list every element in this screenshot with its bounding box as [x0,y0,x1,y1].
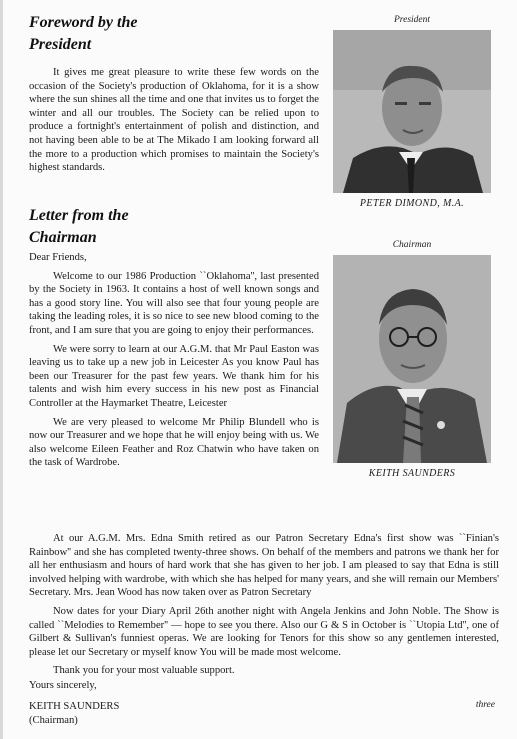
foreword-paragraph: It gives me great pleasure to write these few words on the occasion of the Society's production of Oklahoma, for it is a show where the sun shines all the time and one that invites us to forget the winter and all our troubles. The Society can be relied upon to produce a fortnight's entertainment of polish and distinction, and not having been able to be at The Mikado I am looking forward all the more to a production which promises to maintain the Society's highest standards. [29,67,319,174]
letter-paragraph-5: Now dates for your Diary April 26th another night with Angela Jenkins and John Noble. The Show is called ``Melodies to Remember'' — hope to see you there. Also our G & S in October is ``Utopia Ltd'', one of Gilbert & Sullivan's funniest operas. We are looking for Tenors for this show so any gentlemen interested, please let our Secretary or myself know You will be made most welcome. [29,605,499,658]
signature-name: KEITH SAUNDERS [29,701,120,712]
letter-paragraph-4: At our A.G.M. Mrs. Edna Smith retired as our Patron Secretary Edna's first show was ``Finian's Rainbow'' and she has completed twenty-three shows. On behalf of the members and patrons we thank her for all her enthusiasm and hours of hard work that she has given to her job. I am pleased to say that Edna is still involved helping with wardrobe, with which she has helped for many years, and she will remain our Members' Secretary. Mrs. Jean Wood has now taken over as Patron Secretary [29,533,499,599]
signature-title: (Chairman) [29,715,78,726]
letter-body-narrow [29,251,319,470]
chairman-photo [333,255,491,463]
letter-salutation: Dear Friends, [29,252,87,263]
foreword-heading-line1: Foreword by the [29,14,138,31]
page-number: three [475,700,495,710]
letter-heading-line1: Letter from the [29,207,129,224]
letter-paragraph-1: Welcome to our 1986 Production ``Oklahoma'', last presented by the Society in 1963. It contains a host of well known songs and has a good story line. You will also see that four young people are taking the leading roles, it is so nice to see new blood coming to the front, and I am sure that you are going to enjoy their performances. [29,270,319,336]
letter-heading-line2: Chairman [29,229,97,246]
chairman-caption: Chairman [392,240,432,250]
chairman-portrait-image [333,255,491,463]
letter-closing: Yours sincerely, [29,680,97,691]
president-caption: President [393,15,431,25]
letter-paragraph-3: We are very pleased to welcome Mr Philip Blundell who is now our Treasurer and we hope that he will enjoy being with us. We also welcome Eileen Feather and Roz Chatwin who have taken on the task of Wardrobe. [29,416,319,469]
letter-paragraph-2: We were sorry to learn at our A.G.M. that Mr Paul Easton was leaving us to take up a new job in Leicester As you know Paul has been our Treasurer for the past few years. We thank him for his talents and wish him every success in his new post as Financial Controller at the Haymarket Theatre, Leicester [29,343,319,409]
president-photo [333,30,491,193]
chairman-name: KEITH SAUNDERS [368,468,456,479]
letter-paragraph-6: Thank you for your most valuable support. [53,665,235,677]
president-name: PETER DIMOND, M.A. [359,198,465,209]
foreword-heading [29,12,137,56]
foreword-body [29,66,319,175]
foreword-heading-line2: President [29,36,92,53]
president-portrait-image [333,30,491,193]
letter-body-wide [29,532,499,678]
letter-heading [29,205,129,249]
